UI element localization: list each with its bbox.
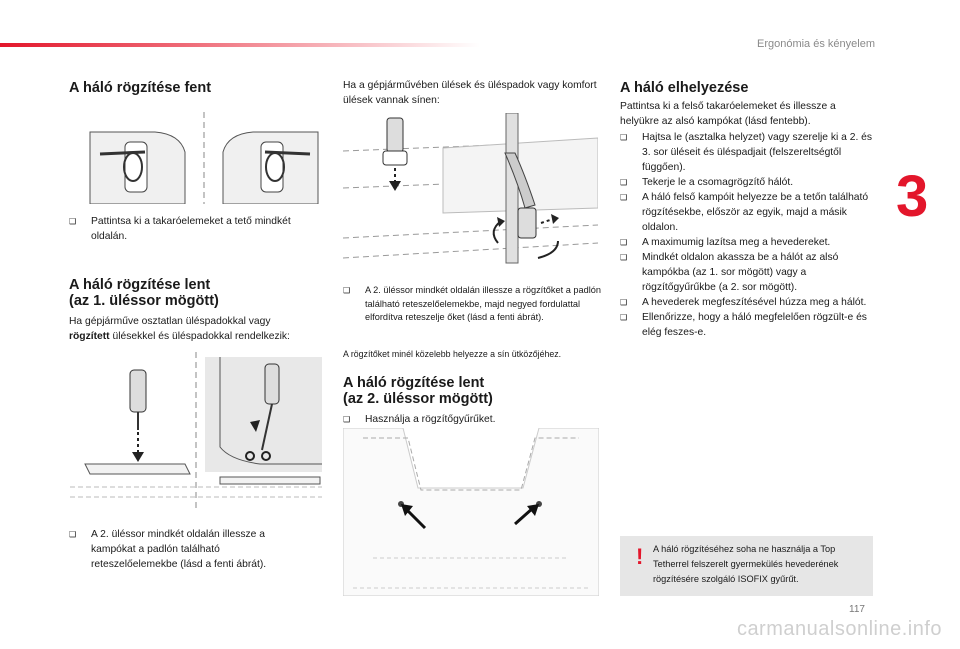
list-item: ❑ A háló felső kampóit helyezze be a tetőn található rögzítésekbe, először az egyik, majd a másik oldalon. (620, 190, 876, 235)
list-item: ❑ Mindkét oldalon akassza be a hálót az alsó kampókba (az 1. sor mögött) vagy a rögzítőgyűrűkbe (a 2. sor mögött). (620, 250, 876, 295)
heading-net-bottom-row1 (69, 277, 219, 309)
page-number: 117 (849, 604, 865, 615)
figure-roof-anchor (85, 112, 323, 204)
chapter-number: 3 (896, 164, 929, 229)
list-item: ❑ A hevederek megfeszítésével húzza meg a hálót. (620, 295, 876, 310)
list-item: ❑ Tekerje le a csomagrögzítő hálót. (620, 175, 876, 190)
heading-line-2: (az 1. üléssor mögött) (69, 293, 219, 309)
placement-steps (620, 130, 876, 340)
warning-box (620, 536, 873, 596)
figure-floor-hooks-row1 (70, 352, 322, 510)
list-item: ❑ Hajtsa le (asztalka helyzet) vagy szerelje ki a 2. és 3. sor üléseit és üléspadjait (felszereltségtől függően). (620, 130, 876, 175)
note-rail-stop: A rögzítőket minél közelebb helyezze a sín ütközőjéhez. (343, 349, 562, 359)
heading-line-1: A háló rögzítése lent (343, 375, 485, 391)
step-use-rings: ❑ Használja a rögzítőgyűrűket. (343, 412, 593, 427)
heading-line-1: A háló rögzítése lent (69, 277, 211, 293)
section-title: Ergonómia és kényelem (756, 38, 875, 50)
intro-fixed-seats: Ha gépjárműve osztatlan üléspadokkal vagy rögzített ülésekkel és üléspadokkal rendelkezik: (69, 316, 290, 342)
step-rail-anchor: ❑ A 2. üléssor mindkét oldalán illessze a rögzítőket a padlón található reteszelőelemekbe, majd negyed fordulattal elfordítva reteszelje őket (lásd a fenti ábrát). (343, 284, 603, 325)
heading-net-placement: A háló elhelyezése (620, 80, 749, 96)
header-accent-bar (0, 43, 480, 47)
warning-text: A háló rögzítéséhez soha ne használja a Top Tetherrel felszerelt gyermekülés hevederének rögzítésére szolgáló ISOFIX gyűrűt. (653, 544, 839, 584)
step-hooks-row2: ❑ A 2. üléssor mindkét oldalán illessze a kampókat a padlón található reteszelőelemekbe (lásd a fenti ábrát). (69, 527, 309, 572)
figure-rail-anchor (343, 113, 598, 275)
step-unclip-covers: ❑ Pattintsa ki a takaróelemeket a tető mindkét oldalán. (69, 214, 309, 244)
warning-icon: ! (636, 544, 644, 569)
intro-rail-seats: Ha a gépjárművében ülések és üléspadok vagy komfort ülések vannak sínen: (343, 80, 597, 106)
list-item: ❑ Ellenőrizze, hogy a háló megfelelően rögzült-e és elég feszes-e. (620, 310, 876, 340)
heading-net-bottom-row2 (343, 375, 493, 407)
list-item: ❑ A maximumig lazítsa meg a hevedereket. (620, 235, 876, 250)
heading-net-top: A háló rögzítése fent (69, 80, 212, 96)
heading-line-2: (az 2. üléssor mögött) (343, 391, 493, 407)
figure-boot-rings (343, 428, 599, 596)
placement-intro: Pattintsa ki a felső takaróelemeket és illessze a helyükre az alsó kampókat (lásd fentebb). (620, 101, 836, 127)
watermark: carmanualsonline.info (736, 618, 942, 640)
